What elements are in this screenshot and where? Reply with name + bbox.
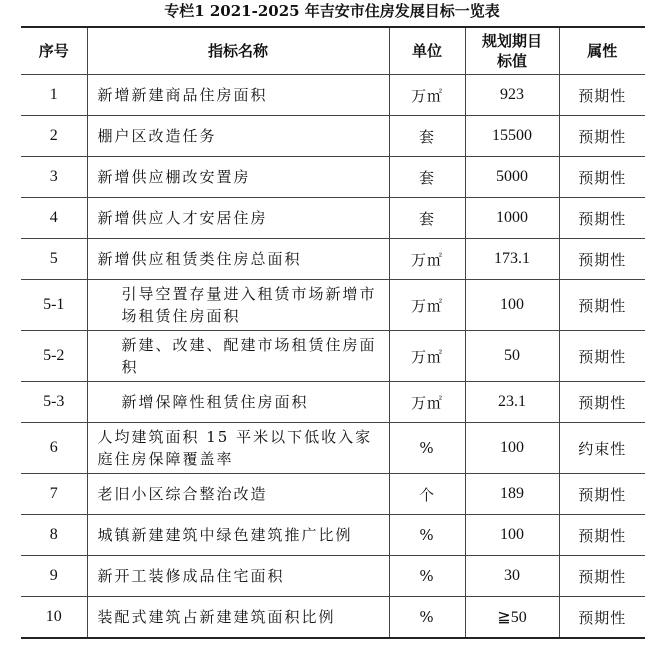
row-attr: 预期性 [559, 597, 645, 639]
table-row [21, 474, 645, 515]
row-unit: 套 [389, 157, 465, 198]
header-row [21, 27, 645, 75]
row-name: 新增供应租赁类住房总面积 [87, 239, 389, 280]
row-value: 189 [465, 474, 559, 515]
row-name: 城镇新建建筑中绿色建筑推广比例 [87, 515, 389, 556]
table-row [21, 556, 645, 597]
row-no: 10 [21, 597, 87, 639]
row-value: 30 [465, 556, 559, 597]
table-title: 专栏1 2021-2025 年吉安市住房发展目标一览表 [164, 2, 500, 20]
row-no: 6 [21, 423, 87, 474]
header-value-line1: 规划期目 [481, 32, 542, 50]
table-row [21, 75, 645, 116]
header-attr: 属性 [559, 27, 645, 75]
row-unit: % [389, 515, 465, 556]
header-value [465, 27, 559, 75]
table-row [21, 239, 645, 280]
row-value: 50 [465, 331, 559, 382]
table-row [21, 423, 645, 474]
row-name: 装配式建筑占新建建筑面积比例 [87, 597, 389, 639]
row-attr: 约束性 [559, 423, 645, 474]
row-unit: % [389, 423, 465, 474]
row-no: 1 [21, 75, 87, 116]
table-row [21, 382, 645, 423]
row-attr: 预期性 [559, 198, 645, 239]
row-value: 100 [465, 423, 559, 474]
row-attr: 预期性 [559, 331, 645, 382]
row-attr: 预期性 [559, 116, 645, 157]
row-no: 8 [21, 515, 87, 556]
row-name: 新增供应人才安居住房 [87, 198, 389, 239]
header-no: 序号 [21, 27, 87, 75]
row-unit: 套 [389, 198, 465, 239]
row-attr: 预期性 [559, 157, 645, 198]
row-name: 新增新建商品住房面积 [87, 75, 389, 116]
header-name: 指标名称 [87, 27, 389, 75]
row-no: 5-3 [21, 382, 87, 423]
row-attr: 预期性 [559, 474, 645, 515]
row-name: 棚户区改造任务 [87, 116, 389, 157]
row-name: 新增供应棚改安置房 [87, 157, 389, 198]
header-unit: 单位 [389, 27, 465, 75]
row-value: 100 [465, 280, 559, 331]
row-attr: 预期性 [559, 75, 645, 116]
table-row [21, 116, 645, 157]
row-no: 5-1 [21, 280, 87, 331]
table-row [21, 157, 645, 198]
row-attr: 预期性 [559, 239, 645, 280]
row-value: 923 [465, 75, 559, 116]
row-value: ≧50 [465, 597, 559, 639]
row-no: 4 [21, 198, 87, 239]
row-value: 100 [465, 515, 559, 556]
row-no: 9 [21, 556, 87, 597]
row-name: 引导空置存量进入租赁市场新增市场租赁住房面积 [87, 280, 389, 331]
row-unit: 万㎡ [389, 280, 465, 331]
housing-targets-table [21, 26, 645, 639]
row-no: 3 [21, 157, 87, 198]
row-attr: 预期性 [559, 515, 645, 556]
table-row [21, 515, 645, 556]
row-name: 老旧小区综合整治改造 [87, 474, 389, 515]
row-no: 2 [21, 116, 87, 157]
row-name: 新开工装修成品住宅面积 [87, 556, 389, 597]
row-attr: 预期性 [559, 382, 645, 423]
table-row [21, 597, 645, 639]
table-row [21, 198, 645, 239]
row-name: 新建、改建、配建市场租赁住房面积 [87, 331, 389, 382]
row-value: 23.1 [465, 382, 559, 423]
row-unit: 个 [389, 474, 465, 515]
table-row [21, 280, 645, 331]
row-no: 5 [21, 239, 87, 280]
row-unit: 万㎡ [389, 239, 465, 280]
row-unit: 万㎡ [389, 382, 465, 423]
row-name: 人均建筑面积 15 平米以下低收入家庭住房保障覆盖率 [87, 423, 389, 474]
row-value: 5000 [465, 157, 559, 198]
row-unit: % [389, 597, 465, 639]
row-value: 1000 [465, 198, 559, 239]
row-unit: % [389, 556, 465, 597]
row-no: 5-2 [21, 331, 87, 382]
header-value-line2: 标值 [496, 52, 527, 70]
row-attr: 预期性 [559, 280, 645, 331]
row-value: 173.1 [465, 239, 559, 280]
row-no: 7 [21, 474, 87, 515]
table-row [21, 331, 645, 382]
row-unit: 万㎡ [389, 331, 465, 382]
row-unit: 套 [389, 116, 465, 157]
row-attr: 预期性 [559, 556, 645, 597]
row-unit: 万㎡ [389, 75, 465, 116]
row-name: 新增保障性租赁住房面积 [87, 382, 389, 423]
row-value: 15500 [465, 116, 559, 157]
